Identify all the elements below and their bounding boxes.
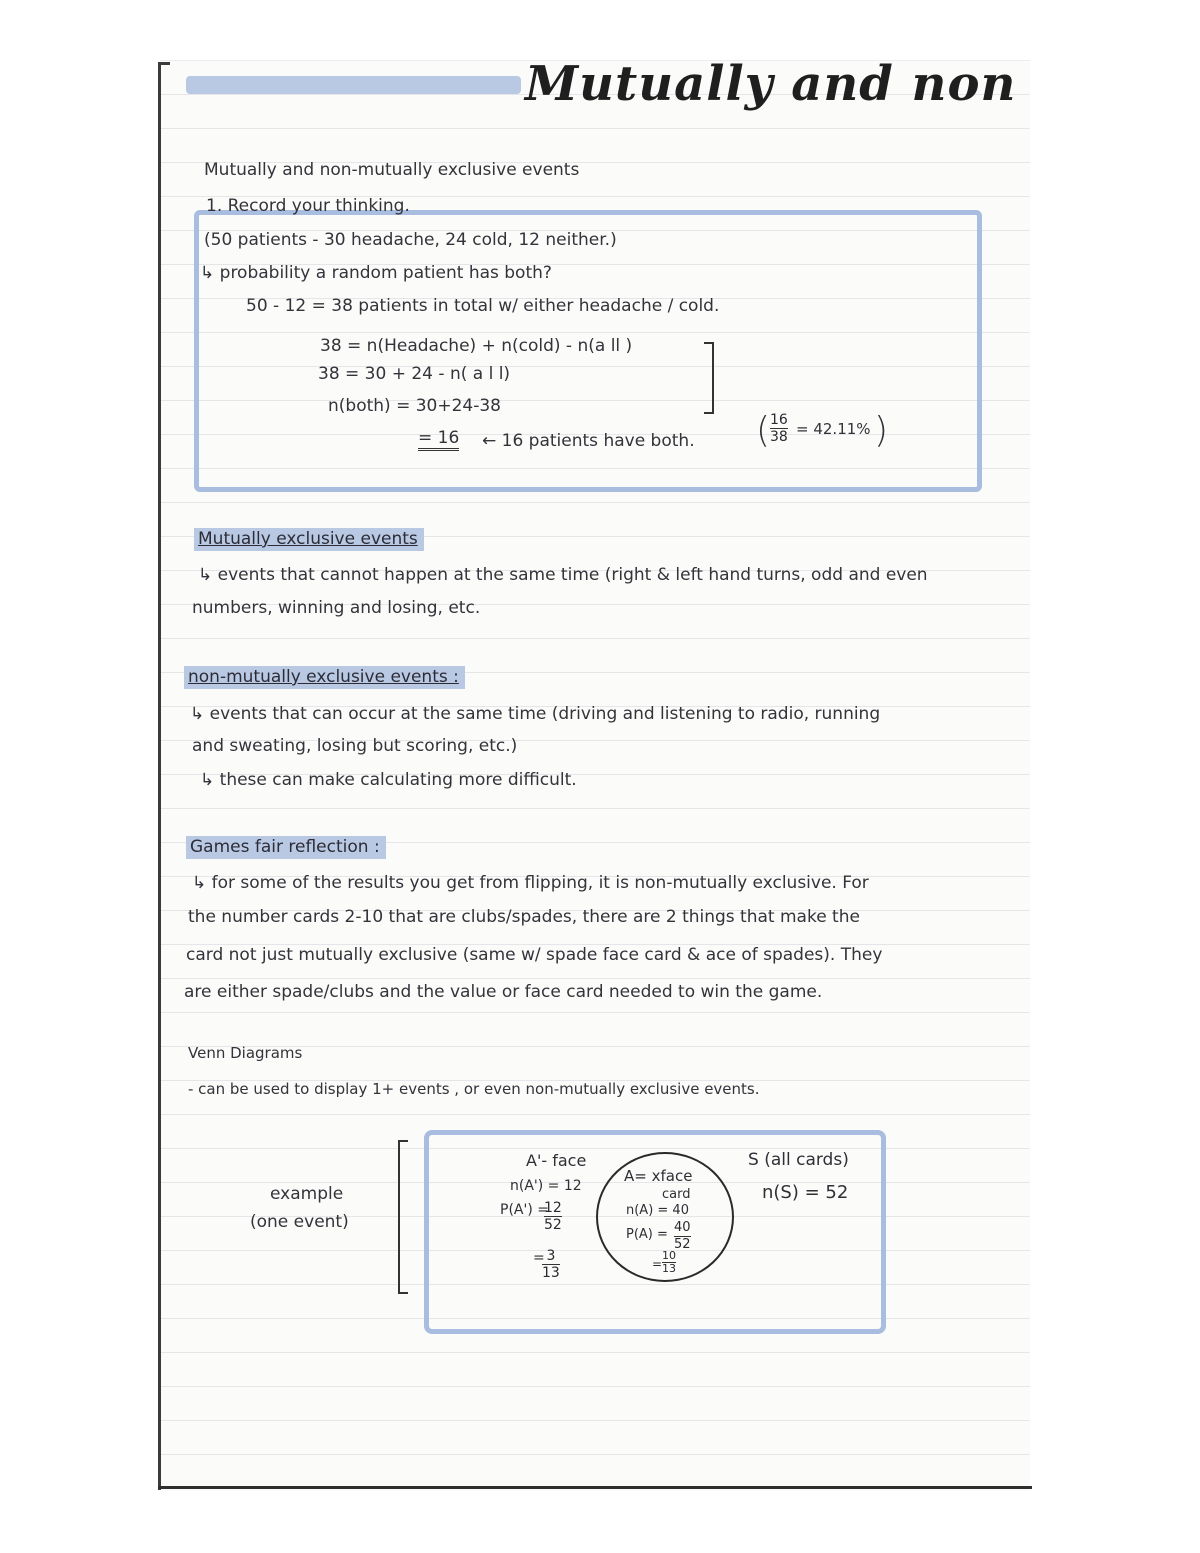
venn-a-prime-prob-den: 52 <box>544 1217 562 1233</box>
equation-2: 38 = 30 + 24 - n( a l l) <box>318 364 511 384</box>
result-text: ← 16 patients have both. <box>482 431 695 451</box>
venn-a-simpl-den: 13 <box>662 1262 676 1275</box>
venn-a-simplified <box>662 1250 676 1275</box>
venn-a-prob-label: P(A) = <box>626 1227 668 1242</box>
venn-line-1: - can be used to display 1+ events , or even non-mutually exclusive events. <box>188 1080 760 1098</box>
venn-a-prime-equals: = <box>533 1250 545 1266</box>
notebook-spine-corner <box>158 62 170 65</box>
non-mutually-exclusive-line-3: ↳ these can make calculating more difficult. <box>200 770 577 790</box>
intro-heading: Mutually and non-mutually exclusive events <box>204 160 580 180</box>
problem-prompt: 1. Record your thinking. <box>206 196 410 216</box>
mutually-exclusive-heading: Mutually exclusive events <box>194 528 424 551</box>
venn-example-sub: (one event) <box>250 1212 349 1232</box>
notebook-spine <box>158 62 161 1490</box>
ratio-numerator: 16 <box>770 412 788 428</box>
mutually-exclusive-line-2: numbers, winning and losing, etc. <box>192 598 481 618</box>
venn-a-equals: = <box>652 1257 663 1271</box>
problem-given: (50 patients - 30 headache, 24 cold, 12 neither.) <box>204 230 617 250</box>
venn-example-bracket <box>398 1140 408 1294</box>
venn-a-prime-title: A'- face <box>526 1151 587 1170</box>
venn-a-title: A= xface <box>624 1167 693 1185</box>
games-fair-line-4: are either spade/clubs and the value or face card needed to win the game. <box>184 982 823 1002</box>
ratio-close-paren: ) <box>874 410 889 451</box>
ratio-open-paren: ( <box>756 410 771 451</box>
ratio-fraction <box>770 412 788 445</box>
non-mutually-exclusive-heading: non-mutually exclusive events : <box>184 666 465 689</box>
equation-1: 38 = n(Headache) + n(cold) - n(a ll ) <box>320 336 633 356</box>
equation-bracket <box>704 342 714 414</box>
venn-a-title-card: card <box>662 1187 691 1202</box>
venn-a-prime-count: n(A') = 12 <box>510 1178 582 1194</box>
venn-a-prob-fraction <box>674 1220 691 1253</box>
venn-a-count: n(A) = 40 <box>626 1203 689 1218</box>
venn-a-prime-prob-fraction <box>544 1200 562 1233</box>
games-fair-line-3: card not just mutually exclusive (same w/ spade face card & ace of spades). They <box>186 945 883 965</box>
mutually-exclusive-line-1: ↳ events that cannot happen at the same time (right & left hand turns, odd and even <box>198 565 928 585</box>
venn-a-simpl-num: 10 <box>662 1249 676 1262</box>
venn-a-prime-simpl-den: 13 <box>542 1265 560 1281</box>
venn-sample-space-count: n(S) = 52 <box>762 1182 849 1203</box>
venn-a-prob-den: 52 <box>674 1237 691 1252</box>
page-bottom-edge <box>158 1486 1032 1489</box>
venn-sample-space-title: S (all cards) <box>748 1150 849 1170</box>
venn-a-prob-num: 40 <box>674 1220 691 1235</box>
equation-3: n(both) = 30+24-38 <box>328 396 501 416</box>
problem-step-total: 50 - 12 = 38 patients in total w/ either headache / cold. <box>246 296 720 316</box>
non-mutually-exclusive-line-1: ↳ events that can occur at the same time (driving and listening to radio, running <box>190 704 881 724</box>
venn-a-prime-prob-label: P(A') = <box>500 1202 549 1218</box>
venn-a-prime-simplified <box>542 1248 560 1281</box>
venn-a-prime-simpl-num: 3 <box>542 1248 560 1265</box>
games-fair-line-2: the number cards 2-10 that are clubs/spades, there are 2 things that make the <box>188 907 860 927</box>
result-value: = 16 <box>418 428 459 451</box>
venn-example-label: example <box>270 1184 344 1204</box>
ratio-percent: = 42.11% <box>796 420 871 438</box>
title-highlight-bar <box>186 76 521 94</box>
venn-a-prime-prob-num: 12 <box>544 1200 562 1216</box>
games-fair-line-1: ↳ for some of the results you get from flipping, it is non-mutually exclusive. For <box>192 873 869 893</box>
non-mutually-exclusive-line-2: and sweating, losing but scoring, etc.) <box>192 736 518 756</box>
problem-question: ↳ probability a random patient has both? <box>200 263 552 283</box>
page-title: Mutually and non <box>525 56 1017 112</box>
venn-heading: Venn Diagrams <box>188 1044 303 1062</box>
games-fair-heading: Games fair reflection : <box>186 836 386 859</box>
ratio-denominator: 38 <box>770 429 788 445</box>
